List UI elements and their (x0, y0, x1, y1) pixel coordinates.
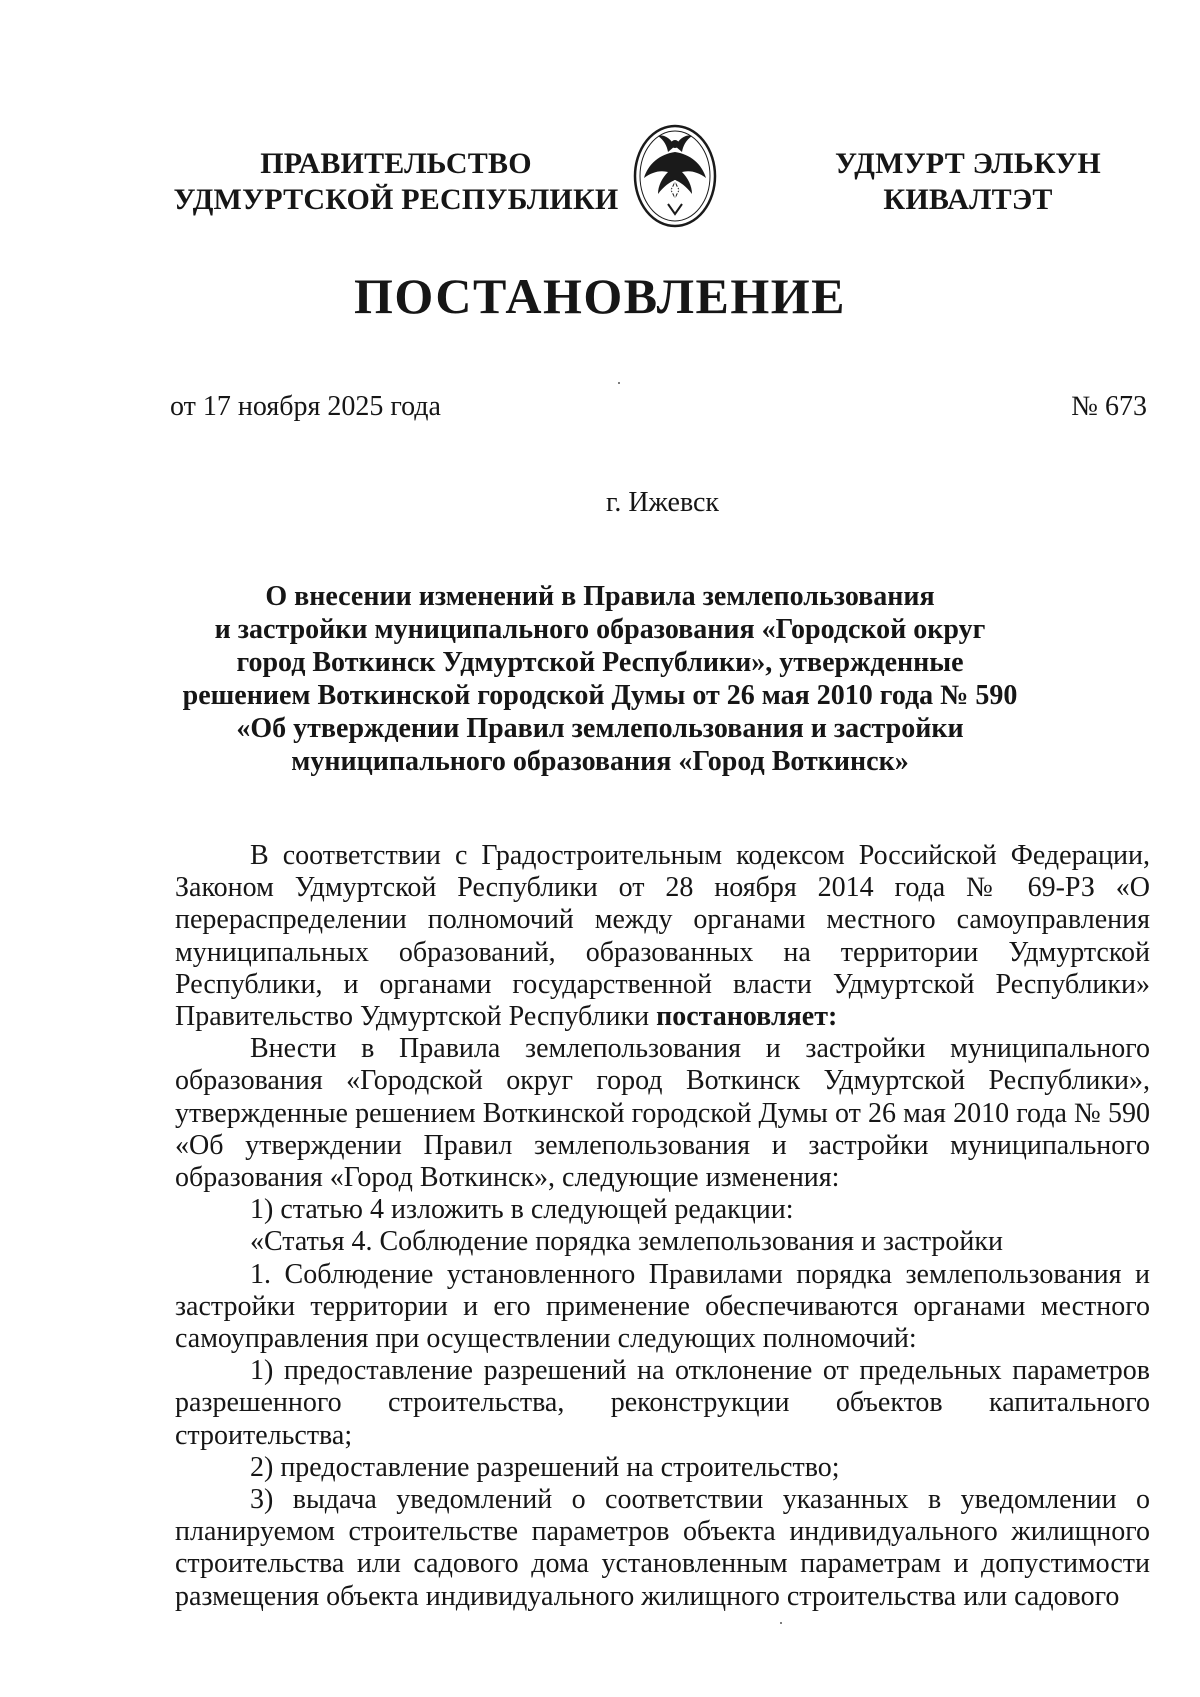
issuer-name-russian (170, 146, 622, 218)
body-paragraph: Внести в Правила землепользования и застройки муниципального образования «Городской округ город Воткинск Удмуртской Республики», утвержденные решением Воткинской городской Думы от 26 мая 2010 года № 590 «Об утверждении Правил землепользования и застройки муниципального образования «Город Воткинск», следующие изменения: (175, 1033, 1150, 1194)
issuer-udmurt-line-2: КИВАЛТЭТ (883, 183, 1053, 216)
title-line: муниципального образования «Город Воткинск» (291, 746, 909, 777)
preamble-text: В соответствии с Градостроительным кодексом Российской Федерации, Законом Удмуртской Республики от 28 ноября 2014 года № 69-РЗ «О перераспределении полномочий между органами местного самоуправления муниципальных образований, образованных на территории Удмуртской Республики, и органами государственной власти Удмуртской Республики» Правительство Удмуртской Республики (175, 840, 1150, 1033)
document-title (150, 580, 1050, 778)
udmurt-coat-of-arms-icon (630, 120, 720, 230)
title-line: «Об утверждении Правил землепользования и застройки (236, 713, 964, 744)
list-item: 3) выдача уведомлений о соответствии указанных в уведомлении о планируемом строительстве параметров объекта индивидуального жилищного строительства или садового дома установленным параметрам и допустимости размещения объекта индивидуального жилищного строительства или садового (175, 1484, 1150, 1612)
list-item: 2) предоставление разрешений на строительство; (250, 1451, 840, 1483)
document-type: ПОСТАНОВЛЕНИЕ (354, 268, 846, 324)
body-paragraph: 1) статью 4 изложить в следующей редакции: (250, 1194, 794, 1226)
issuer-name-udmurt (818, 146, 1118, 218)
document-number: № 673 (1071, 391, 1147, 422)
title-line: О внесении изменений в Правила землепользования (265, 581, 935, 612)
preamble-paragraph (175, 840, 1150, 1033)
title-line: и застройки муниципального образования «Городской округ (214, 614, 986, 645)
title-line: решением Воткинской городской Думы от 26 мая 2010 года № 590 (182, 680, 1018, 711)
issuer-line-2: УДМУРТСКОЙ РЕСПУБЛИКИ (173, 183, 619, 216)
issuer-udmurt-line-1: УДМУРТ ЭЛЬКУН (835, 147, 1101, 180)
article-heading: «Статья 4. Соблюдение порядка землепользования и застройки (250, 1226, 1003, 1258)
document-date: от 17 ноября 2025 года (170, 391, 441, 422)
title-line: город Воткинск Удмуртской Республики», утвержденные (236, 647, 964, 678)
issuer-line-1: ПРАВИТЕЛЬСТВО (260, 147, 532, 180)
document-body (175, 840, 1150, 1613)
document-place: г. Ижевск (606, 487, 720, 518)
list-item: 1) предоставление разрешений на отклонение от предельных параметров разрешенного строительства, реконструкции объектов капитального строительства; (175, 1355, 1150, 1451)
resolution-verb: постановляет: (656, 1001, 838, 1033)
scan-speck (780, 1622, 782, 1624)
scan-speck (618, 382, 620, 384)
body-paragraph: 1. Соблюдение установленного Правилами порядка землепользования и застройки территории и его применение обеспечиваются органами местного самоуправления при осуществлении следующих полномочий: (175, 1258, 1150, 1355)
